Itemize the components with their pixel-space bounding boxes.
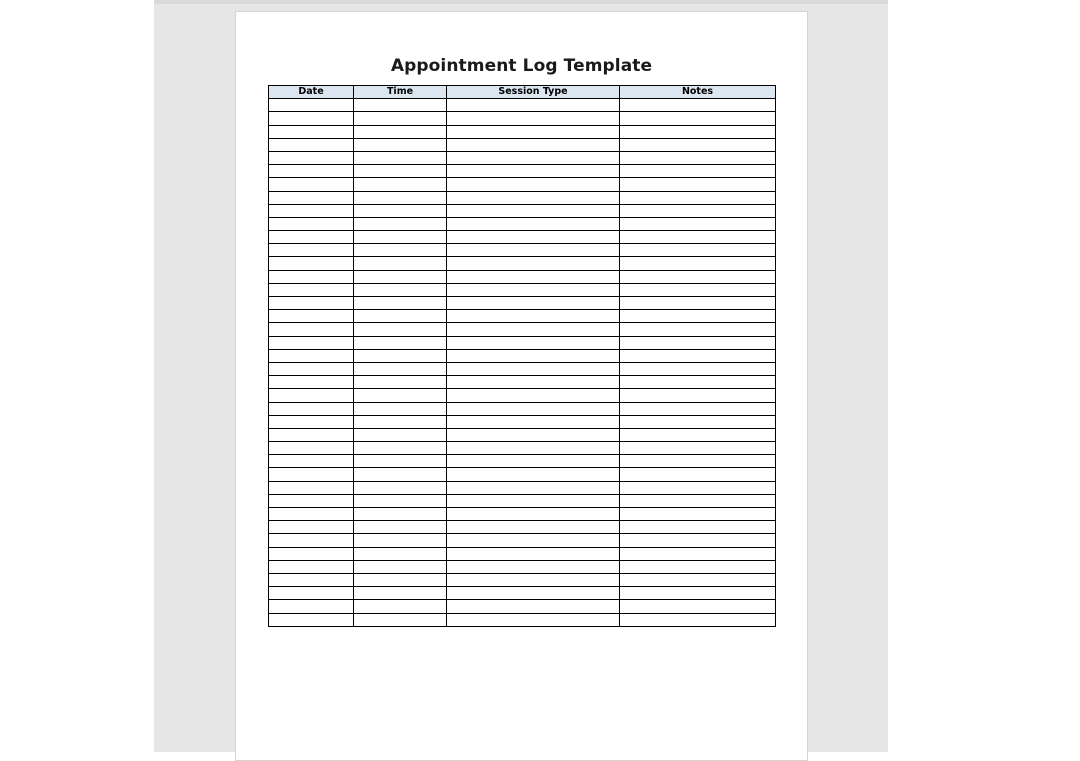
cell-time[interactable] xyxy=(354,231,447,244)
table-row xyxy=(269,389,776,402)
cell-time[interactable] xyxy=(354,547,447,560)
table-row xyxy=(269,336,776,349)
cell-time[interactable] xyxy=(354,99,447,112)
cell-session-type[interactable] xyxy=(447,165,620,178)
cell-session-type[interactable] xyxy=(447,244,620,257)
document-title: Appointment Log Template xyxy=(390,56,653,76)
cell-date[interactable] xyxy=(269,310,354,323)
cell-date[interactable] xyxy=(269,547,354,560)
cell-date[interactable] xyxy=(269,244,354,257)
cell-notes[interactable] xyxy=(620,204,776,217)
cell-time[interactable] xyxy=(354,468,447,481)
cell-date[interactable] xyxy=(269,191,354,204)
table-row xyxy=(269,112,776,125)
cell-time[interactable] xyxy=(354,402,447,415)
cell-notes[interactable] xyxy=(620,428,776,441)
table-row xyxy=(269,613,776,626)
table-row xyxy=(269,415,776,428)
cell-time[interactable] xyxy=(354,376,447,389)
cell-date[interactable] xyxy=(269,165,354,178)
table-row xyxy=(269,217,776,230)
table-row xyxy=(269,560,776,573)
cell-session-type[interactable] xyxy=(447,112,620,125)
table-row xyxy=(269,204,776,217)
cell-date[interactable] xyxy=(269,349,354,362)
table-row xyxy=(269,283,776,296)
cell-time[interactable] xyxy=(354,217,447,230)
cell-time[interactable] xyxy=(354,415,447,428)
cell-time[interactable] xyxy=(354,244,447,257)
cell-date[interactable] xyxy=(269,125,354,138)
cell-session-type[interactable] xyxy=(447,560,620,573)
cell-notes[interactable] xyxy=(620,455,776,468)
cell-notes[interactable] xyxy=(620,468,776,481)
cell-time[interactable] xyxy=(354,481,447,494)
cell-session-type[interactable] xyxy=(447,151,620,164)
cell-session-type[interactable] xyxy=(447,257,620,270)
cell-date[interactable] xyxy=(269,428,354,441)
table-row xyxy=(269,362,776,375)
cell-notes[interactable] xyxy=(620,508,776,521)
cell-session-type[interactable] xyxy=(447,521,620,534)
cell-time[interactable] xyxy=(354,178,447,191)
cell-notes[interactable] xyxy=(620,297,776,310)
cell-session-type[interactable] xyxy=(447,534,620,547)
cell-time[interactable] xyxy=(354,270,447,283)
cell-notes[interactable] xyxy=(620,613,776,626)
cell-date[interactable] xyxy=(269,402,354,415)
cell-session-type[interactable] xyxy=(447,99,620,112)
cell-session-type[interactable] xyxy=(447,613,620,626)
table-row xyxy=(269,508,776,521)
cell-session-type[interactable] xyxy=(447,362,620,375)
cell-time[interactable] xyxy=(354,297,447,310)
cell-time[interactable] xyxy=(354,573,447,586)
cell-notes[interactable] xyxy=(620,389,776,402)
cell-notes[interactable] xyxy=(620,99,776,112)
cell-time[interactable] xyxy=(354,349,447,362)
cell-time[interactable] xyxy=(354,560,447,573)
cell-notes[interactable] xyxy=(620,376,776,389)
table-row xyxy=(269,151,776,164)
cell-session-type[interactable] xyxy=(447,389,620,402)
cell-date[interactable] xyxy=(269,560,354,573)
cell-notes[interactable] xyxy=(620,547,776,560)
cell-notes[interactable] xyxy=(620,349,776,362)
table-row xyxy=(269,231,776,244)
cell-session-type[interactable] xyxy=(447,481,620,494)
table-row xyxy=(269,442,776,455)
cell-time[interactable] xyxy=(354,521,447,534)
column-header-session-type: Session Type xyxy=(447,86,620,99)
cell-notes[interactable] xyxy=(620,323,776,336)
cell-session-type[interactable] xyxy=(447,468,620,481)
table-row xyxy=(269,521,776,534)
table-row xyxy=(269,270,776,283)
cell-notes[interactable] xyxy=(620,362,776,375)
cell-date[interactable] xyxy=(269,573,354,586)
table-row xyxy=(269,323,776,336)
cell-date[interactable] xyxy=(269,613,354,626)
cell-session-type[interactable] xyxy=(447,310,620,323)
cell-date[interactable] xyxy=(269,508,354,521)
cell-session-type[interactable] xyxy=(447,125,620,138)
cell-session-type[interactable] xyxy=(447,323,620,336)
table-row xyxy=(269,534,776,547)
cell-notes[interactable] xyxy=(620,270,776,283)
cell-date[interactable] xyxy=(269,138,354,151)
table-row xyxy=(269,428,776,441)
cell-notes[interactable] xyxy=(620,336,776,349)
cell-session-type[interactable] xyxy=(447,547,620,560)
appointment-log-table xyxy=(268,85,776,627)
table-row xyxy=(269,468,776,481)
cell-time[interactable] xyxy=(354,112,447,125)
table-row xyxy=(269,125,776,138)
cell-time[interactable] xyxy=(354,138,447,151)
cell-date[interactable] xyxy=(269,600,354,613)
cell-notes[interactable] xyxy=(620,138,776,151)
cell-session-type[interactable] xyxy=(447,138,620,151)
cell-date[interactable] xyxy=(269,283,354,296)
cell-session-type[interactable] xyxy=(447,508,620,521)
cell-time[interactable] xyxy=(354,600,447,613)
cell-session-type[interactable] xyxy=(447,231,620,244)
cell-notes[interactable] xyxy=(620,481,776,494)
table-row xyxy=(269,376,776,389)
cell-notes[interactable] xyxy=(620,178,776,191)
table-row xyxy=(269,349,776,362)
cell-session-type[interactable] xyxy=(447,494,620,507)
table-row xyxy=(269,138,776,151)
cell-date[interactable] xyxy=(269,204,354,217)
cell-time[interactable] xyxy=(354,494,447,507)
cell-session-type[interactable] xyxy=(447,573,620,586)
table-row xyxy=(269,587,776,600)
table-row xyxy=(269,573,776,586)
cell-notes[interactable] xyxy=(620,494,776,507)
cell-time[interactable] xyxy=(354,428,447,441)
cell-notes[interactable] xyxy=(620,560,776,573)
table-row xyxy=(269,257,776,270)
cell-date[interactable] xyxy=(269,257,354,270)
cell-session-type[interactable] xyxy=(447,455,620,468)
table-row xyxy=(269,547,776,560)
cell-session-type[interactable] xyxy=(447,600,620,613)
cell-time[interactable] xyxy=(354,283,447,296)
cell-notes[interactable] xyxy=(620,244,776,257)
cell-session-type[interactable] xyxy=(447,442,620,455)
cell-session-type[interactable] xyxy=(447,283,620,296)
cell-notes[interactable] xyxy=(620,231,776,244)
cell-notes[interactable] xyxy=(620,283,776,296)
table-row xyxy=(269,455,776,468)
table-row xyxy=(269,402,776,415)
cell-notes[interactable] xyxy=(620,521,776,534)
table-row xyxy=(269,244,776,257)
column-header-notes: Notes xyxy=(620,86,776,99)
cell-notes[interactable] xyxy=(620,415,776,428)
column-header-time: Time xyxy=(354,86,447,99)
cell-time[interactable] xyxy=(354,587,447,600)
cell-notes[interactable] xyxy=(620,112,776,125)
cell-session-type[interactable] xyxy=(447,297,620,310)
cell-date[interactable] xyxy=(269,442,354,455)
cell-session-type[interactable] xyxy=(447,178,620,191)
cell-date[interactable] xyxy=(269,521,354,534)
cell-date[interactable] xyxy=(269,297,354,310)
cell-time[interactable] xyxy=(354,455,447,468)
cell-date[interactable] xyxy=(269,151,354,164)
cell-time[interactable] xyxy=(354,125,447,138)
table-row xyxy=(269,481,776,494)
viewer-top-edge xyxy=(154,0,888,4)
cell-session-type[interactable] xyxy=(447,349,620,362)
cell-notes[interactable] xyxy=(620,600,776,613)
document-page xyxy=(235,11,808,761)
cell-time[interactable] xyxy=(354,389,447,402)
cell-time[interactable] xyxy=(354,257,447,270)
table-row xyxy=(269,310,776,323)
cell-session-type[interactable] xyxy=(447,415,620,428)
cell-notes[interactable] xyxy=(620,310,776,323)
cell-notes[interactable] xyxy=(620,165,776,178)
cell-session-type[interactable] xyxy=(447,376,620,389)
cell-date[interactable] xyxy=(269,99,354,112)
cell-date[interactable] xyxy=(269,587,354,600)
cell-date[interactable] xyxy=(269,336,354,349)
cell-date[interactable] xyxy=(269,468,354,481)
cell-date[interactable] xyxy=(269,389,354,402)
cell-notes[interactable] xyxy=(620,534,776,547)
cell-time[interactable] xyxy=(354,151,447,164)
cell-date[interactable] xyxy=(269,494,354,507)
cell-date[interactable] xyxy=(269,217,354,230)
cell-date[interactable] xyxy=(269,323,354,336)
table-row xyxy=(269,99,776,112)
cell-notes[interactable] xyxy=(620,151,776,164)
cell-date[interactable] xyxy=(269,112,354,125)
cell-time[interactable] xyxy=(354,442,447,455)
cell-session-type[interactable] xyxy=(447,204,620,217)
cell-date[interactable] xyxy=(269,481,354,494)
cell-date[interactable] xyxy=(269,270,354,283)
cell-date[interactable] xyxy=(269,534,354,547)
table-row xyxy=(269,297,776,310)
cell-time[interactable] xyxy=(354,613,447,626)
cell-date[interactable] xyxy=(269,455,354,468)
cell-notes[interactable] xyxy=(620,125,776,138)
cell-session-type[interactable] xyxy=(447,428,620,441)
table-header-row xyxy=(269,86,776,99)
cell-notes[interactable] xyxy=(620,587,776,600)
table-row xyxy=(269,494,776,507)
cell-time[interactable] xyxy=(354,204,447,217)
cell-notes[interactable] xyxy=(620,442,776,455)
cell-session-type[interactable] xyxy=(447,402,620,415)
cell-session-type[interactable] xyxy=(447,270,620,283)
cell-date[interactable] xyxy=(269,362,354,375)
cell-time[interactable] xyxy=(354,165,447,178)
cell-time[interactable] xyxy=(354,323,447,336)
cell-date[interactable] xyxy=(269,376,354,389)
cell-session-type[interactable] xyxy=(447,587,620,600)
cell-date[interactable] xyxy=(269,231,354,244)
table-row xyxy=(269,178,776,191)
cell-time[interactable] xyxy=(354,362,447,375)
cell-time[interactable] xyxy=(354,336,447,349)
cell-session-type[interactable] xyxy=(447,191,620,204)
table-row xyxy=(269,165,776,178)
cell-notes[interactable] xyxy=(620,191,776,204)
cell-time[interactable] xyxy=(354,191,447,204)
table-body xyxy=(269,99,776,627)
cell-notes[interactable] xyxy=(620,402,776,415)
cell-session-type[interactable] xyxy=(447,336,620,349)
cell-notes[interactable] xyxy=(620,257,776,270)
cell-date[interactable] xyxy=(269,178,354,191)
cell-notes[interactable] xyxy=(620,573,776,586)
table-row xyxy=(269,600,776,613)
cell-time[interactable] xyxy=(354,508,447,521)
cell-time[interactable] xyxy=(354,310,447,323)
cell-time[interactable] xyxy=(354,534,447,547)
cell-notes[interactable] xyxy=(620,217,776,230)
cell-session-type[interactable] xyxy=(447,217,620,230)
table-row xyxy=(269,191,776,204)
column-header-date: Date xyxy=(269,86,354,99)
cell-date[interactable] xyxy=(269,415,354,428)
